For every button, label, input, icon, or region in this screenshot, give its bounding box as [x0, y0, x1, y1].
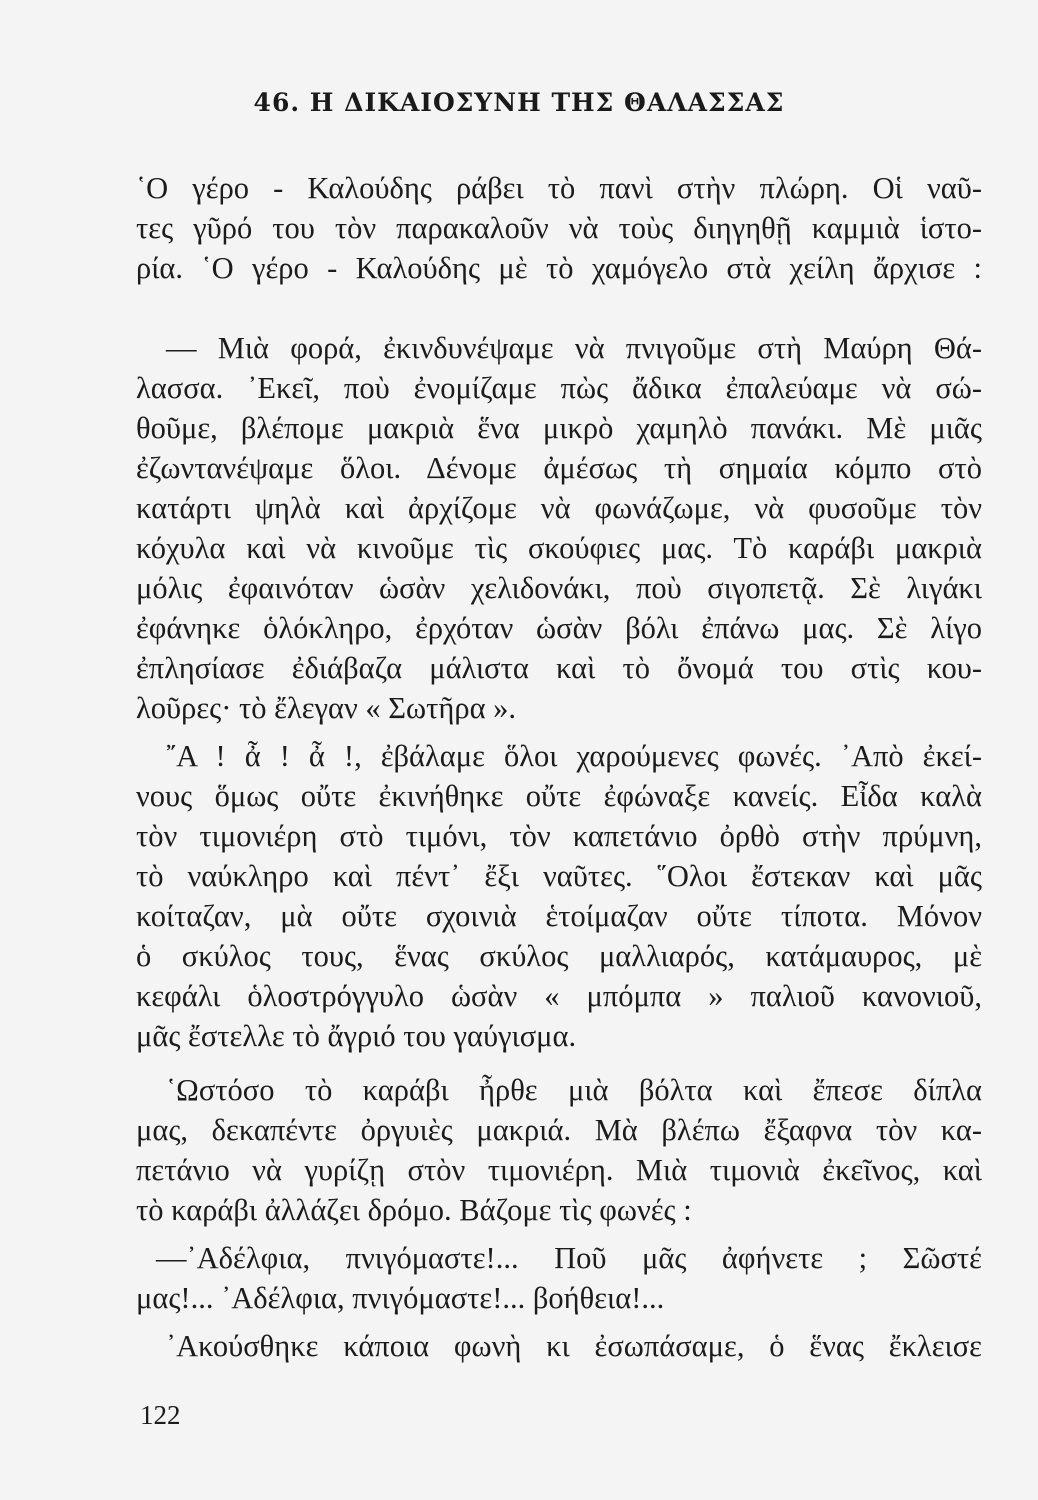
text-line: τὸ καράβι ἀλλάζει δρόμο. Βάζομε τὶς φωνές :	[136, 1193, 692, 1227]
text-line: λοῦρες· τὸ ἔλεγαν « Σωτῆρα ».	[136, 691, 517, 725]
text-line: νους ὅμως οὔτε ἐκινήθηκε οὔτε ἐφώναξε κανείς. Εἶδα καλὰ	[136, 779, 982, 813]
text-line: τὸν τιμονιέρη στὸ τιμόνι, τὸν καπετάνιο ὀρθὸ στὴν πρύμνη,	[136, 819, 982, 853]
page-title: 46. Η ΔΙΚΑΙΟΣΥΝΗ ΤΗΣ ΘΑΛΑΣΣΑΣ	[253, 88, 785, 117]
text-line: ἐφάνηκε ὁλόκληρο, ἐρχόταν ὡσὰν βόλι ἐπάνω μας. Σὲ λίγο	[136, 611, 982, 645]
text-line: κόχυλα καὶ νὰ κινοῦμε τὶς σκούφιες μας. Τὸ καράβι μακριὰ	[136, 531, 982, 565]
text-line: μας!... ᾿Αδέλφια, πνιγόμαστε!... βοήθεια!...	[136, 1281, 665, 1315]
text-line: ὁ σκύλος τους, ἕνας σκύλος μαλλιαρός, κατάμαυρος, μὲ	[136, 939, 982, 973]
text-line: ῾Ωστόσο τὸ καράβι ἦρθε μιὰ βόλτα καὶ ἔπεσε δίπλα	[166, 1073, 982, 1107]
text-line: κεφάλι ὁλοστρόγγυλο ὡσὰν « μπόμπα » παλιοῦ κανονιοῦ,	[136, 979, 982, 1013]
text-line: τες γῦρό του τὸν παρακαλοῦν νὰ τοὺς διηγηθῇ καμμιὰ ἱστο-	[136, 211, 982, 245]
text-line: μᾶς ἔστελλε τὸ ἄγριό του γαύγισμα.	[136, 1019, 577, 1053]
text-line: ῾Ο γέρο - Καλούδης ράβει τὸ πανὶ στὴν πλώρη. Οἱ ναῦ-	[136, 171, 982, 205]
text-line: ἐπλησίασε ἐδιάβαζα μάλιστα καὶ τὸ ὄνομά του στὶς κου-	[136, 651, 982, 685]
text-line: ῎Α ! ἆ ! ἆ !, ἐβάλαμε ὅλοι χαρούμενες φωνές. ᾿Απὸ ἐκεί-	[166, 739, 982, 773]
text-line: — Μιὰ φορά, ἐκινδυνέψαμε νὰ πνιγοῦμε στὴ Μαύρη Θά-	[166, 331, 982, 365]
text-line: μόλις ἐφαινόταν ὡσὰν χελιδονάκι, ποὺ σιγοπετᾷ. Σὲ λιγάκι	[136, 571, 982, 605]
text-line: μας, δεκαπέντε ὀργυιὲς μακριά. Μὰ βλέπω ἔξαφνα τὸν κα-	[136, 1113, 982, 1147]
text-line: θοῦμε, βλέπομε μακριὰ ἕνα μικρὸ χαμηλὸ πανάκι. Μὲ μιᾶς	[136, 411, 982, 445]
text-line: κατάρτι ψηλὰ καὶ ἀρχίζομε νὰ φωνάζωμε, νὰ φυσοῦμε τὸν	[136, 491, 982, 525]
page-number: 122	[140, 1400, 181, 1430]
text-line: ᾿Ακούσθηκε κάποια φωνὴ κι ἐσωπάσαμε, ὁ ἕνας ἔκλεισε	[166, 1329, 982, 1363]
text-line: ἐζωντανέψαμε ὅλοι. Δένομε ἀμέσως τὴ σημαία κόμπο στὸ	[136, 451, 982, 485]
text-line: κοίταζαν, μὰ οὔτε σχοινιὰ ἑτοίμαζαν οὔτε τίποτα. Μόνον	[136, 899, 982, 933]
text-line: πετάνιο νὰ γυρίζῃ στὸν τιμονιέρη. Μιὰ τιμονιὰ ἐκεῖνος, καὶ	[136, 1153, 982, 1187]
text-line: —᾿Αδέλφια, πνιγόμαστε!... Ποῦ μᾶς ἀφήνετε ; Σῶστέ	[156, 1241, 982, 1275]
text-line: λασσα. ᾿Εκεῖ, ποὺ ἐνομίζαμε πὼς ἄδικα ἐπαλεύαμε νὰ σώ-	[136, 371, 982, 405]
text-line: ρία. ῾Ο γέρο - Καλούδης μὲ τὸ χαμόγελο στὰ χείλη ἄρχισε :	[136, 251, 982, 285]
text-line: τὸ ναύκληρο καὶ πέντ᾿ ἔξι ναῦτες. ῞Ολοι ἔστεκαν καὶ μᾶς	[136, 859, 982, 893]
